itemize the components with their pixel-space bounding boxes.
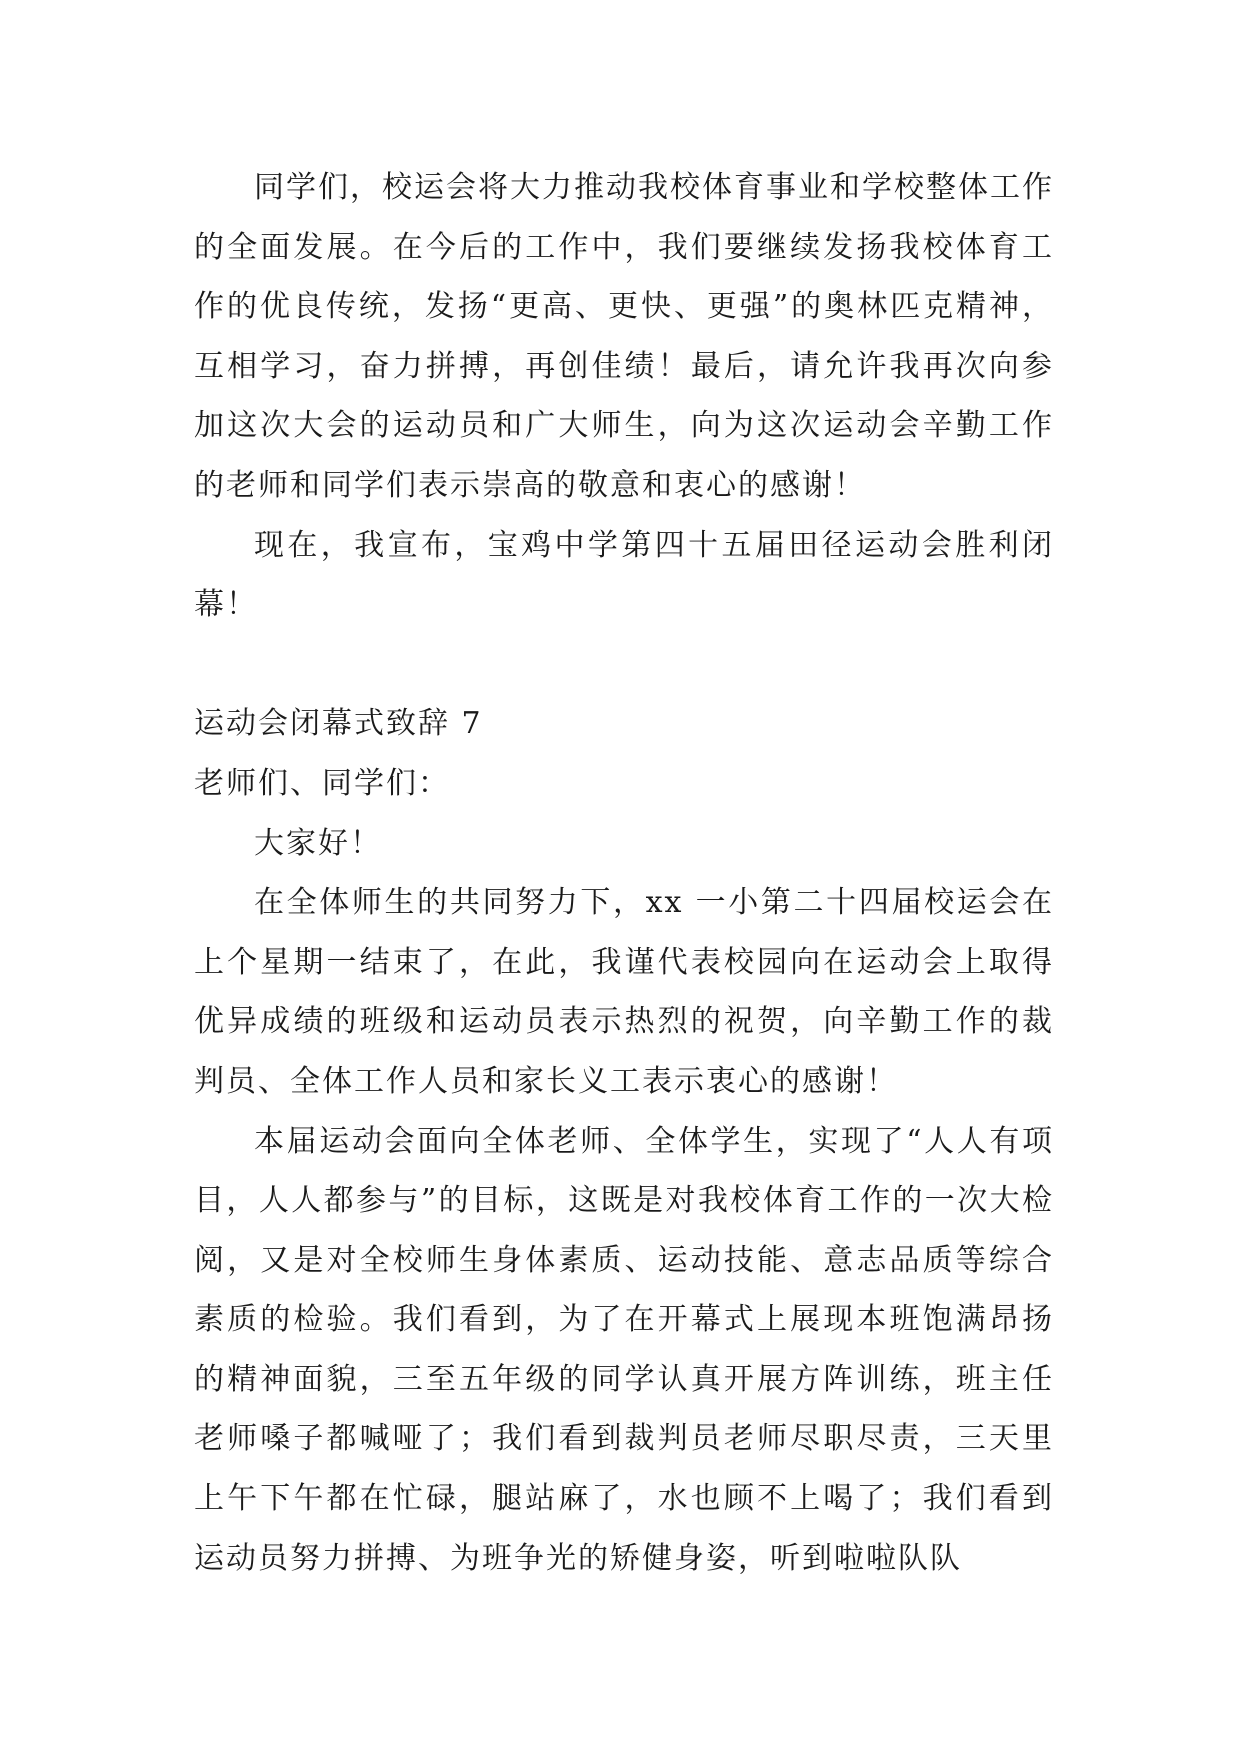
salutation: 老师们、同学们：	[194, 765, 450, 801]
paragraph-sports-meet-review: 本届运动会面向全体老师、全体学生，实现了“人人有项目，人人都参与”的目标，这既是对我校体育工作的一次大检阅，又是对全校师生身体素质、运动技能、意志品质等综合素质的检验。我们看到，为了在开幕式上展现本班饱满昂扬的精神面貌，三至五年级的同学认真开展方阵训练，班主任老师嗓子都喊哑了；我们看到裁判员老师尽职尽责，三天里上午下午都在忙碌，腿站麻了，水也顾不上喝了；我们看到运动员努力拼搏、为班争光的矫健身姿，听到啦啦队队	[194, 1123, 1054, 1576]
section-spacer	[194, 635, 1054, 695]
document-body	[194, 158, 1054, 1588]
paragraph-closing-announcement: 现在，我宣布，宝鸡中学第四十五届田径运动会胜利闭幕！	[194, 527, 1054, 623]
paragraph-closing-remarks: 同学们，校运会将大力推动我校体育事业和学校整体工作的全面发展。在今后的工作中，我们要继续发扬我校体育工作的优良传统，发扬“更高、更快、更强”的奥林匹克精神，互相学习，奋力拼搏，再创佳绩！最后，请允许我再次向参加这次大会的运动员和广大师生，向为这次运动会辛勤工作的老师和同学们表示崇高的敬意和衷心的感谢！	[194, 170, 1054, 503]
greeting: 大家好！	[254, 825, 382, 861]
section-title: 运动会闭幕式致辞 7	[194, 706, 483, 742]
paragraph-congratulations: 在全体师生的共同努力下，xx 一小第二十四届校运会在上个星期一结束了，在此，我谨代表校园向在运动会上取得优异成绩的班级和运动员表示热烈的祝贺，向辛勤工作的裁判员、全体工作人员和家长义工表示衷心的感谢！	[194, 885, 1054, 1099]
